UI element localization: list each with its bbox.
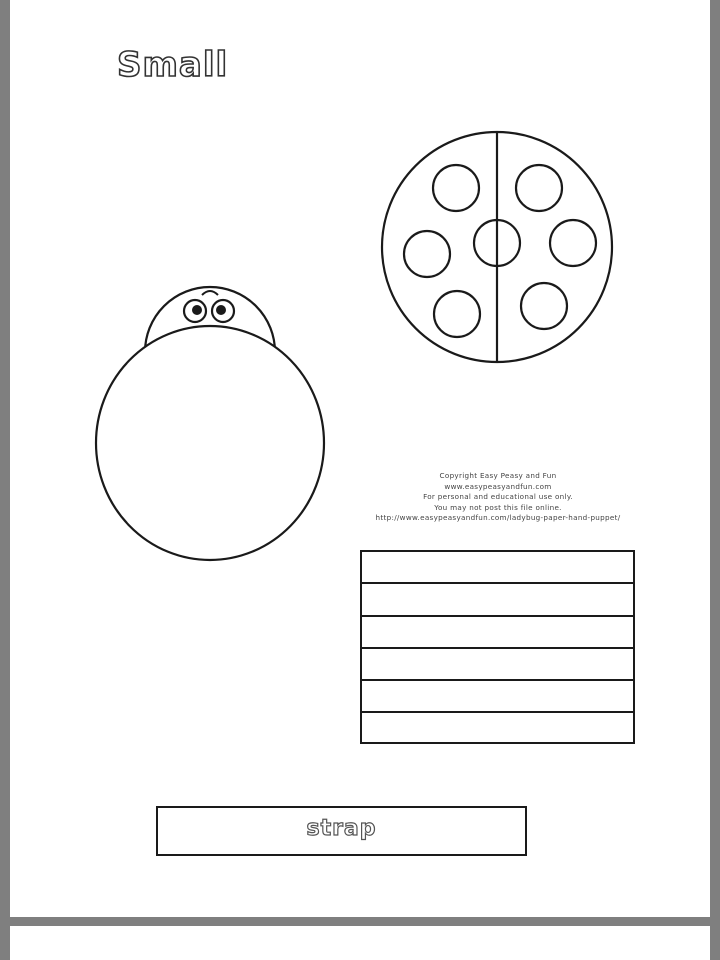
leg-strip — [362, 552, 633, 584]
ladybug-spot — [550, 220, 596, 266]
copyright-notice — [348, 471, 648, 524]
ladybug-spot — [521, 283, 567, 329]
copyright-line: Copyright Easy Peasy and Fun — [439, 471, 557, 480]
website-line: www.easypeasyandfun.com — [444, 481, 552, 491]
leg-strip — [362, 649, 633, 681]
ladybug-body-icon — [96, 326, 324, 560]
ladybug-spot — [434, 291, 480, 337]
ladybug-spot — [404, 231, 450, 277]
strap-label: strap — [306, 816, 377, 841]
leg-strip — [362, 584, 633, 616]
ladybug-spot — [433, 165, 479, 211]
ladybug-spot — [516, 165, 562, 211]
strap-template — [156, 806, 527, 856]
url-line: http://www.easypeasyandfun.com/ladybug-paper-hand-puppet/ — [375, 513, 621, 523]
posting-line: You may not post this file online. — [434, 502, 562, 512]
leg-strip — [362, 713, 633, 743]
leg-strip — [362, 681, 633, 713]
size-title: Small — [117, 45, 229, 85]
leg-strip — [362, 617, 633, 649]
leg-strips — [360, 550, 635, 744]
usage-line: For personal and educational use only. — [423, 492, 573, 502]
ladybug-wings-icon — [382, 132, 612, 362]
